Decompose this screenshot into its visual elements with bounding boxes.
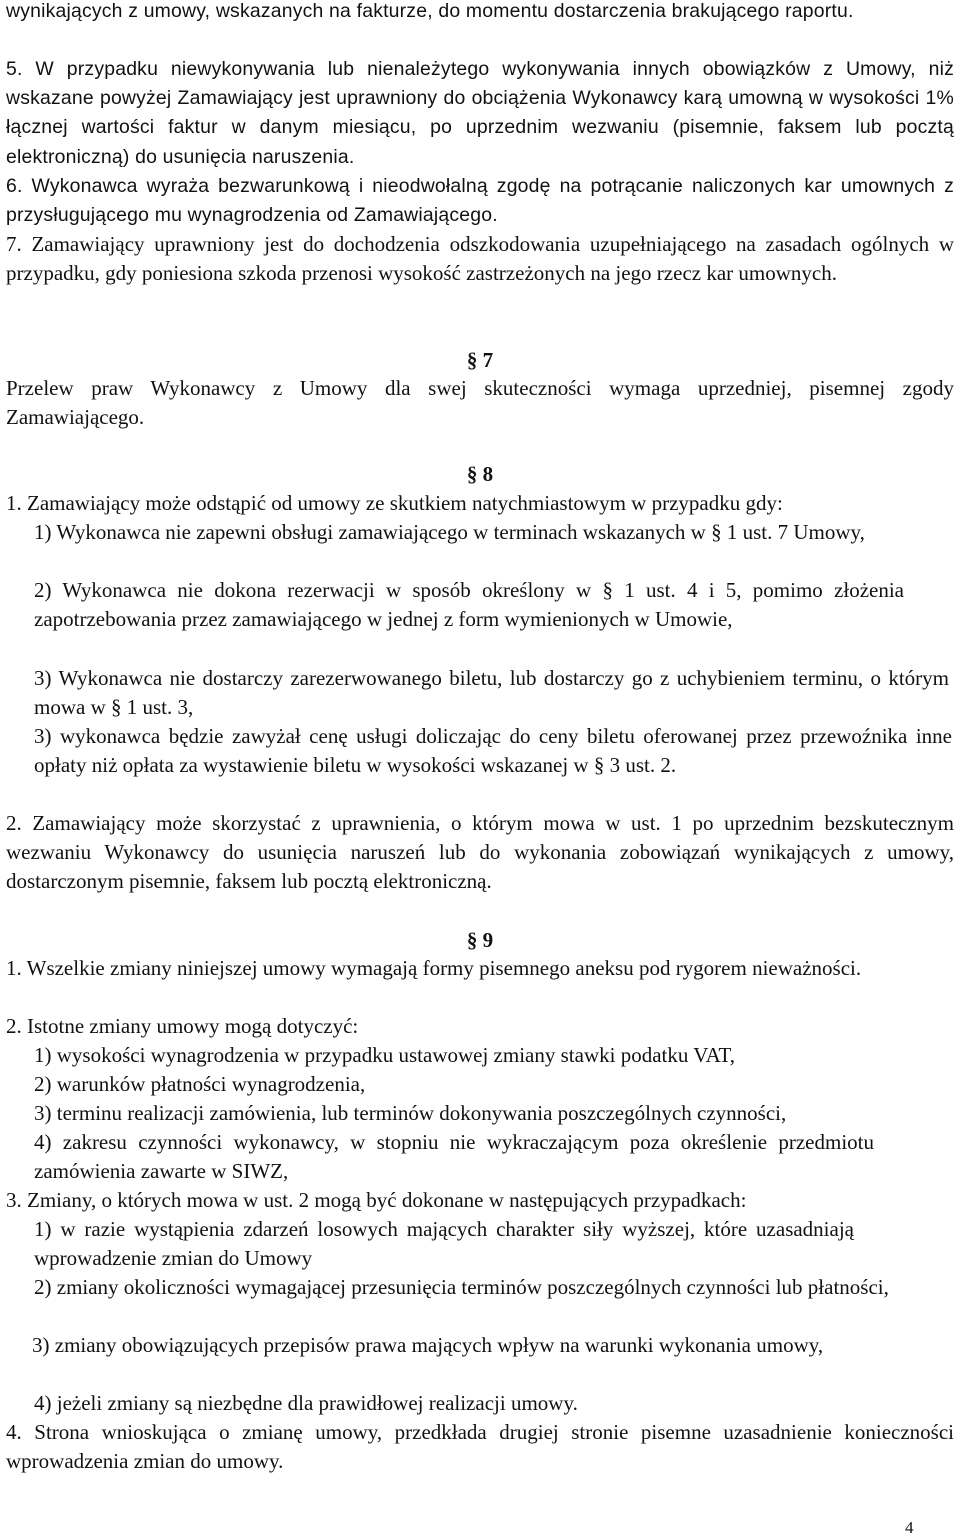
section-heading-9: § 9 (466, 928, 494, 952)
paragraph-withdrawal-2: 2. Zamawiający może skorzystać z uprawnienia, o którym mowa w ust. 1 po uprzednim bezskutecznym wezwaniu Wykonawcy do usunięcia naruszeń lub do wykonania zobowiązań wynikających z umowy, dostarczonym pisemnie, faksem lub pocztą elektroniczną. (6, 811, 954, 894)
list-item-changes-3: 3) terminu realizacji zamówienia, lub terminów dokonywania poszczególnych czynności, (34, 1101, 787, 1125)
paragraph-changes-4: 4. Strona wnioskująca o zmianę umowy, przedkłada drugiej stronie pisemne uzasadnienie konieczności wprowadzenia zmian do umowy. (6, 1420, 954, 1474)
list-item-withdrawal-3b: 3) wykonawca będzie zawyżał cenę usługi doliczając do ceny biletu oferowanej przez przewoźnika inne opłaty niż opłata za wystawienie biletu w wysokości wskazanej w § 3 ust. 2. (34, 724, 952, 778)
list-item-cases-3: 3) zmiany obowiązujących przepisów prawa mających wpływ na warunki wykonania umowy, (32, 1333, 824, 1357)
list-item-cases-4: 4) jeżeli zmiany są niezbędne dla prawidłowej realizacji umowy. (34, 1391, 578, 1415)
paragraph-penalty-6: 6. Wykonawca wyraża bezwarunkową i nieodwołalną zgodę na potrącanie naliczonych kar umownych z przysługującego mu wynagrodzenia od Zamawiającego. (6, 175, 954, 227)
list-item-changes-1: 1) wysokości wynagrodzenia w przypadku ustawowej zmiany stawki podatku VAT, (34, 1043, 736, 1067)
paragraph-penalty-7: 7. Zamawiający uprawniony jest do dochodzenia odszkodowania uzupełniającego na zasadach ogólnych w przypadku, gdy poniesiona szkoda przenosi wysokość zastrzeżonych na jego rzecz kar umownych. (6, 232, 954, 286)
list-item-cases-1: 1) w razie wystąpienia zdarzeń losowych mających charakter siły wyższej, które uzasadniają wprowadzenie zmian do Umowy (34, 1217, 854, 1271)
page-number: 4 (905, 1518, 914, 1537)
paragraph-changes-3: 3. Zmiany, o których mowa w ust. 2 mogą być dokonane w następujących przypadkach: (6, 1188, 747, 1212)
paragraph-withdrawal-1: 1. Zamawiający może odstąpić od umowy ze skutkiem natychmiastowym w przypadku gdy: (6, 491, 783, 515)
list-item-cases-2: 2) zmiany okoliczności wymagającej przesunięcia terminów poszczególnych czynności lub płatności, (34, 1275, 889, 1299)
list-item-changes-2: 2) warunków płatności wynagrodzenia, (34, 1072, 366, 1096)
paragraph-changes-1: 1. Wszelkie zmiany niniejszej umowy wymagają formy pisemnego aneksu pod rygorem nieważności. (6, 956, 862, 980)
list-item-withdrawal-1: 1) Wykonawca nie zapewni obsługi zamawiającego w terminach wskazanych w § 1 ust. 7 Umowy, (34, 520, 865, 544)
paragraph-changes-2: 2. Istotne zmiany umowy mogą dotyczyć: (6, 1014, 359, 1038)
section-heading-8: § 8 (466, 462, 494, 486)
paragraph-assignment: Przelew praw Wykonawcy z Umowy dla swej skuteczności wymaga uprzedniej, pisemnej zgody Zamawiającego. (6, 376, 954, 430)
paragraph-continuation: wynikających z umowy, wskazanych na fakturze, do momentu dostarczenia brakującego raportu. (6, 0, 854, 22)
list-item-withdrawal-3: 3) Wykonawca nie dostarczy zarezerwowanego biletu, lub dostarczy go z uchybieniem terminu, o którym mowa w § 1 ust. 3, (34, 666, 949, 720)
list-item-changes-4: 4) zakresu czynności wykonawcy, w stopniu nie wykraczającym poza określenie przedmiotu zamówienia zawarte w SIWZ, (34, 1130, 874, 1184)
paragraph-penalty-5: 5. W przypadku niewykonywania lub nienależytego wykonywania innych obowiązków z Umowy, niż wskazane powyżej Zamawiający jest uprawniony do obciążenia Wykonawcy karą umowną w wysokości 1% łącznej wartości faktur w danym miesiącu, po uprzednim wezwaniu (pisemnie, faksem lub pocztą elektroniczną) do usunięcia naruszenia. (6, 58, 954, 168)
list-item-withdrawal-2: 2) Wykonawca nie dokona rezerwacji w sposób określony w § 1 ust. 4 i 5, pomimo złożenia zapotrzebowania przez zamawiającego w jednej z form wymienionych w Umowie, (34, 578, 904, 632)
section-heading-7: § 7 (466, 348, 494, 372)
